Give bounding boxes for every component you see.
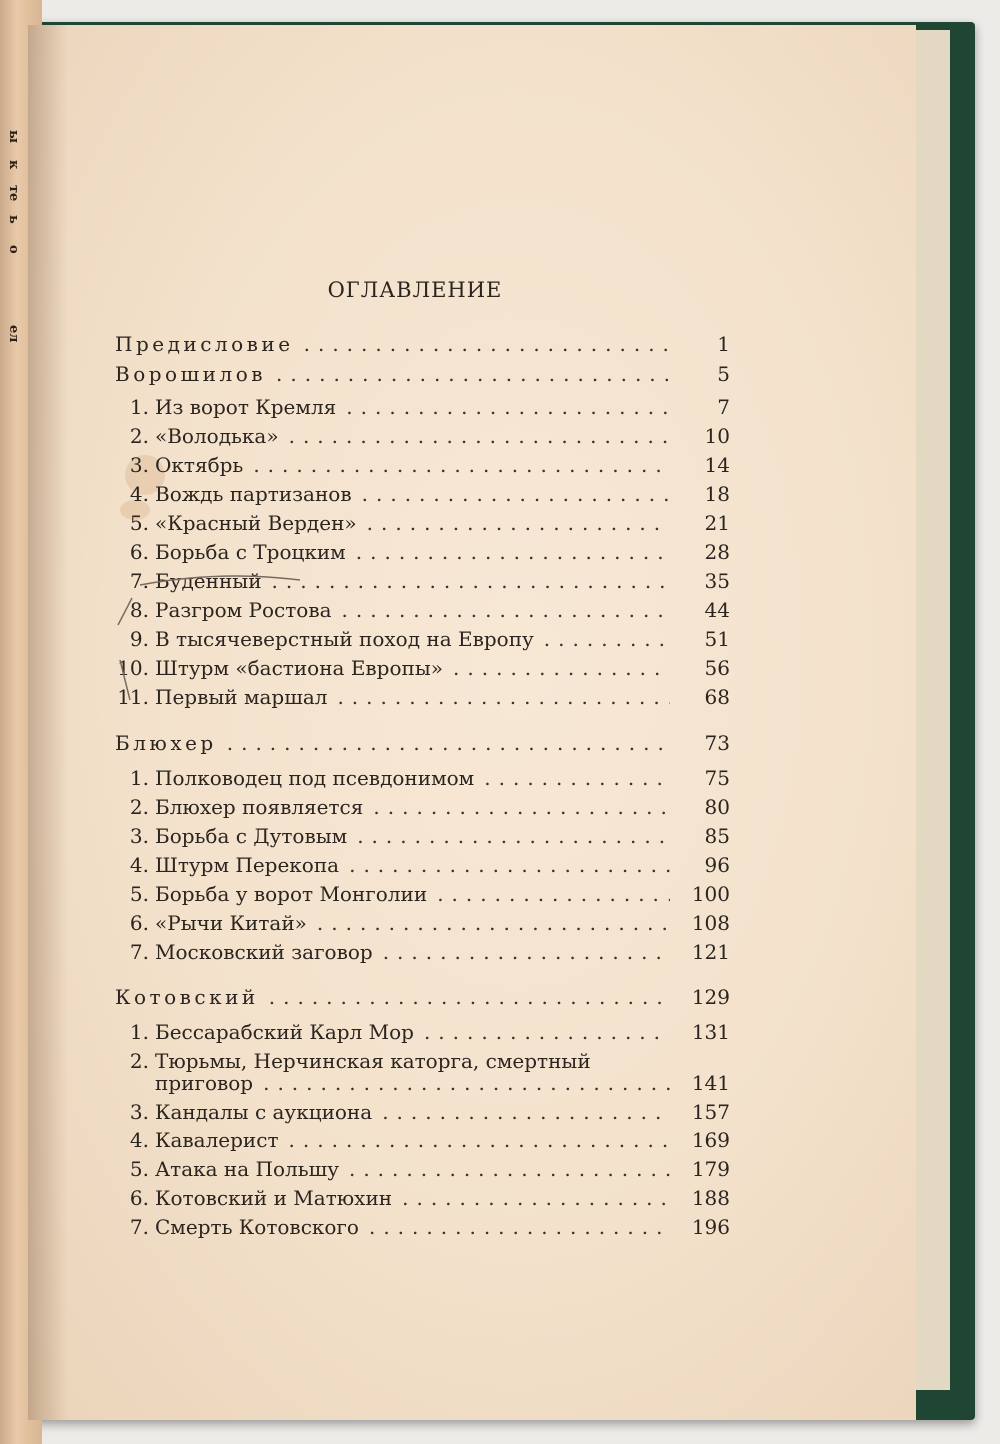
chapter-number: 2. [129,1049,149,1073]
toc-chapter [117,853,730,881]
toc-chapter [117,1128,730,1156]
chapter-title: Борьба с Троцким [155,540,346,564]
chapter-title: Вождь партизанов [155,482,352,506]
chapter-number: 5. [129,1157,149,1181]
chapter-number: 2. [129,424,149,448]
chapter-number: 4. [129,853,149,877]
toc-chapter [117,1186,730,1214]
toc-page-number: 196 [691,1215,730,1239]
chapter-title: Буденный [155,569,262,593]
toc-page-number: 129 [691,985,730,1009]
chapter-number: 6. [129,1186,149,1210]
dot-leader [402,1186,670,1210]
toc-chapter [117,569,730,597]
toc-page-number: 157 [691,1100,730,1124]
chapter-title: «Рычи Китай» [155,911,307,935]
toc-entry-label: Ворошилов [115,362,267,386]
dot-leader [382,1100,670,1124]
toc-page-number: 5 [717,362,730,386]
chapter-number: 3. [129,1100,149,1124]
dot-leader [362,482,670,506]
chapter-title: Атака на Польшу [155,1157,339,1181]
chapter-title: Первый маршал [155,685,328,709]
toc-page-number: 35 [704,569,730,593]
left-fragment: ел [6,325,21,343]
dot-leader [269,985,670,1009]
chapter-number: 4. [129,482,149,506]
page-title: ОГЛАВЛЕНИЕ [327,278,503,302]
toc-chapter [117,395,730,423]
toc-page-number: 80 [704,795,730,819]
toc-page-number: 14 [704,453,730,477]
chapter-title: Октябрь [155,453,244,477]
chapter-title: Бессарабский Карл Мор [155,1020,414,1044]
dot-leader [304,332,670,356]
toc-page-number: 7 [717,395,730,419]
toc-chapter [117,598,730,626]
chapter-title: Кавалерист [155,1128,279,1152]
dot-leader [227,731,670,755]
toc-page-number: 131 [691,1020,730,1044]
toc-entry-label: Котовский [115,985,259,1009]
chapter-number: 11. [117,685,149,709]
toc-chapter [117,795,730,823]
toc-chapter [117,1100,730,1128]
toc-page-number: 51 [704,627,730,651]
chapter-title: Блюхер появляется [155,795,364,819]
dot-leader [367,511,670,535]
left-fragment: к [6,160,21,170]
chapter-number: 7. [129,940,149,964]
chapter-title: Полководец под псевдонимом [155,766,475,790]
dot-leader [544,627,670,651]
chapter-number: 10. [117,656,149,680]
dot-leader [356,540,670,564]
toc-page-number: 44 [704,598,730,622]
toc-page-number: 141 [691,1071,730,1095]
toc-page-number: 96 [704,853,730,877]
chapter-title: В тысячеверстный поход на Европу [155,627,534,651]
toc-page-number: 1 [717,332,730,356]
chapter-title: «Красный Верден» [155,511,357,535]
toc-section-blucher [115,731,730,759]
toc-page-number: 21 [704,511,730,535]
left-fragment: ы [6,130,21,144]
toc-chapter [117,453,730,481]
toc-chapter [117,1157,730,1185]
toc-chapter [117,911,730,939]
toc-section-voroshilov [115,362,730,390]
chapter-number: 9. [129,627,149,651]
dot-leader [253,453,670,477]
chapter-number: 5. [129,882,149,906]
chapter-number: 1. [129,1020,149,1044]
toc-chapter [117,882,730,910]
toc-entry-label: Блюхер [115,731,217,755]
chapter-title: Котовский и Матюхин [155,1186,393,1210]
toc-page-number: 121 [691,940,730,964]
toc-chapter [117,656,730,684]
dot-leader [317,911,670,935]
toc-page-number: 100 [691,882,730,906]
dot-leader [369,1215,670,1239]
toc-chapter [117,1020,730,1048]
toc-chapter [117,940,730,968]
chapter-number: 6. [129,540,149,564]
chapter-title: Московский заговор [155,940,373,964]
chapter-title: Тюрьмы, Нерчинская каторга, смертный [155,1049,591,1073]
dot-leader [424,1020,670,1044]
toc-page-number: 73 [704,731,730,755]
toc-page-number: 108 [691,911,730,935]
left-fragment: ь [6,215,21,224]
chapter-number: 3. [129,453,149,477]
dot-leader [453,656,670,680]
chapter-title: Борьба с Дутовым [155,824,348,848]
dot-leader [276,362,670,386]
toc-chapter-continuation [155,1071,730,1099]
dot-leader [357,824,670,848]
chapter-title: Из ворот Кремля [155,395,337,419]
left-fragment: о [6,245,21,254]
dot-leader [383,940,670,964]
dot-leader [484,766,670,790]
chapter-number: 4. [129,1128,149,1152]
chapter-number: 3. [129,824,149,848]
dot-leader [289,424,670,448]
chapter-title: Разгром Ростова [155,598,332,622]
chapter-number: 2. [129,795,149,819]
toc-chapter [117,1215,730,1243]
chapter-title: Штурм «бастиона Европы» [155,656,444,680]
toc-chapter [117,511,730,539]
chapter-title: Борьба у ворот Монголии [155,882,428,906]
dot-leader [349,853,670,877]
dot-leader [346,395,670,419]
toc-page-number: 75 [704,766,730,790]
chapter-title: Кандалы с аукциона [155,1100,373,1124]
chapter-title: «Володька» [155,424,279,448]
dot-leader [272,569,670,593]
dot-leader [263,1071,670,1095]
toc-chapter [117,766,730,794]
toc-page-number: 18 [704,482,730,506]
chapter-number: 7. [129,569,149,593]
dot-leader [373,795,670,819]
toc-section-kotovsky [115,985,730,1013]
toc-page-number: 10 [704,424,730,448]
dot-leader [337,685,670,709]
toc-chapter [117,482,730,510]
dot-leader [342,598,670,622]
toc-page-number: 179 [691,1157,730,1181]
toc-entry-label: Предисловие [115,332,294,356]
toc-page-number: 68 [704,685,730,709]
chapter-number: 5. [129,511,149,535]
toc-page-number: 188 [691,1186,730,1210]
chapter-title: Смерть Котовского [155,1215,359,1239]
chapter-number: 8. [129,598,149,622]
chapter-title-continued: приговор [155,1071,254,1095]
chapter-number: 6. [129,911,149,935]
toc-chapter [117,540,730,568]
chapter-number: 1. [129,395,149,419]
toc-chapter-first-line [117,1049,591,1073]
chapter-title: Штурм Перекопа [155,853,340,877]
toc-page-number: 28 [704,540,730,564]
toc-chapter [117,627,730,655]
toc-chapter [117,424,730,452]
toc-page-number: 169 [691,1128,730,1152]
chapter-number: 1. [129,766,149,790]
dot-leader [437,882,670,906]
toc-chapter [117,685,730,713]
left-fragment: те [6,185,21,202]
toc-page-number: 56 [704,656,730,680]
toc-section-preface [115,332,730,360]
dot-leader [349,1157,670,1181]
dot-leader [289,1128,670,1152]
toc-chapter [117,824,730,852]
chapter-number: 7. [129,1215,149,1239]
toc-page-number: 85 [704,824,730,848]
